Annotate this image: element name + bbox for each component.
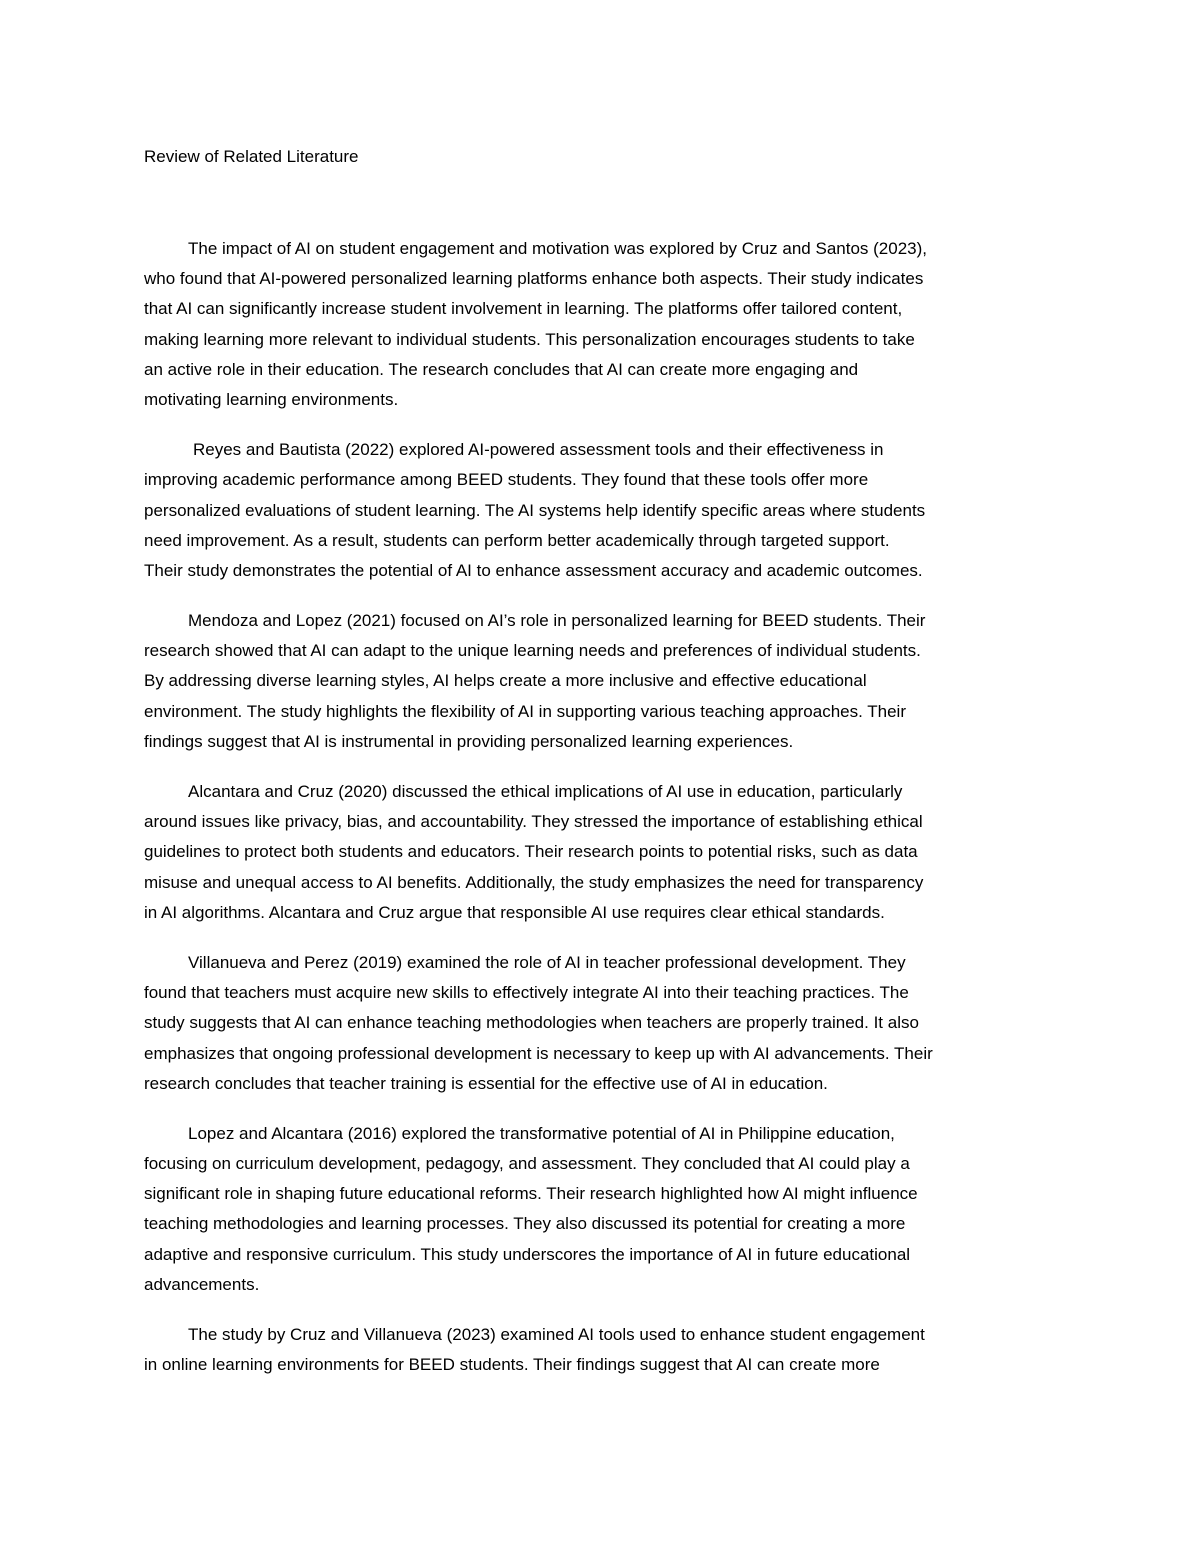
paragraph-villanueva-perez <box>144 948 1058 1099</box>
paragraph-line: findings suggest that AI is instrumental in providing personalized learning experiences. <box>144 731 794 751</box>
paragraph-line: around issues like privacy, bias, and accountability. They stressed the importance of establishing ethical <box>144 812 923 832</box>
paragraph-line: By addressing diverse learning styles, AI helps create a more inclusive and effective educational <box>144 671 867 691</box>
paragraph-line: in AI algorithms. Alcantara and Cruz argue that responsible AI use requires clear ethical standards. <box>144 902 885 922</box>
paragraph-line: guidelines to protect both students and educators. Their research points to potential risks, such as data <box>144 842 918 862</box>
paragraph-line: improving academic performance among BEED students. They found that these tools offer more <box>144 470 869 490</box>
paragraph-line: who found that AI-powered personalized learning platforms enhance both aspects. Their study indicates <box>144 269 924 289</box>
paragraph-line: need improvement. As a result, students can perform better academically through targeted support. <box>144 530 890 550</box>
paragraph-line: misuse and unequal access to AI benefits. Additionally, the study emphasizes the need for transparency <box>144 872 924 892</box>
paragraph-line: focusing on curriculum development, pedagogy, and assessment. They concluded that AI could play a <box>144 1154 910 1174</box>
paragraph-line: Their study demonstrates the potential of AI to enhance assessment accuracy and academic outcomes. <box>144 560 923 580</box>
paragraph-line: that AI can significantly increase student involvement in learning. The platforms offer tailored content, <box>144 299 903 319</box>
paragraph-line: Alcantara and Cruz (2020) discussed the ethical implications of AI use in education, particularly <box>188 782 903 801</box>
paragraph-line: research showed that AI can adapt to the unique learning needs and preferences of individual students. <box>144 641 921 661</box>
paragraph-line: significant role in shaping future educational reforms. Their research highlighted how AI might influence <box>144 1184 918 1204</box>
paragraph-line: adaptive and responsive curriculum. This study underscores the importance of AI in future educational <box>144 1244 911 1264</box>
paragraph-line: Reyes and Bautista (2022) explored AI-powered assessment tools and their effectiveness in <box>193 440 884 460</box>
paragraph-line: Villanueva and Perez (2019) examined the role of AI in teacher professional development. They <box>188 952 906 972</box>
paragraph-line: The impact of AI on student engagement and motivation was explored by Cruz and Santos (2023), <box>188 239 927 258</box>
paragraph-line: Mendoza and Lopez (2021) focused on AI’s role in personalized learning for BEED students. Their <box>188 611 926 631</box>
paragraph-line: Lopez and Alcantara (2016) explored the transformative potential of AI in Philippine education, <box>188 1123 895 1143</box>
paragraph-alcantara-cruz <box>144 777 1058 928</box>
paragraph-lopez-alcantara <box>144 1119 1058 1300</box>
paragraph-line: in online learning environments for BEED students. Their findings suggest that AI can create more <box>144 1355 880 1375</box>
paragraph-cruz-santos <box>144 234 1058 415</box>
paragraph-line: study suggests that AI can enhance teaching methodologies when teachers are properly trained. It also <box>144 1013 919 1033</box>
paragraph-line: advancements. <box>144 1274 260 1294</box>
paragraph-line: The study by Cruz and Villanueva (2023) examined AI tools used to enhance student engagement <box>188 1325 925 1344</box>
paragraph-line: teaching methodologies and learning processes. They also discussed its potential for creating a more <box>144 1214 906 1234</box>
paragraph-line: personalized evaluations of student learning. The AI systems help identify specific areas where students <box>144 500 926 520</box>
paragraph-mendoza-lopez <box>144 606 1058 757</box>
paragraph-line: found that teachers must acquire new skills to effectively integrate AI into their teaching practices. The <box>144 983 909 1003</box>
document-title: Review of Related Literature <box>144 147 359 166</box>
paragraph-reyes-bautista <box>144 435 1058 586</box>
paragraph-line: emphasizes that ongoing professional development is necessary to keep up with AI advancements. Their <box>144 1043 933 1063</box>
paragraph-line: research concludes that teacher training is essential for the effective use of AI in education. <box>144 1073 828 1093</box>
paragraph-cruz-villanueva <box>144 1320 1058 1380</box>
document-body <box>144 142 1058 1400</box>
paragraph-line: an active role in their education. The research concludes that AI can create more engaging and <box>144 359 859 379</box>
paragraph-line: environment. The study highlights the flexibility of AI in supporting various teaching approaches. Their <box>144 701 906 721</box>
paragraph-line: making learning more relevant to individual students. This personalization encourages students to take <box>144 329 915 349</box>
paragraph-line: motivating learning environments. <box>144 389 399 409</box>
